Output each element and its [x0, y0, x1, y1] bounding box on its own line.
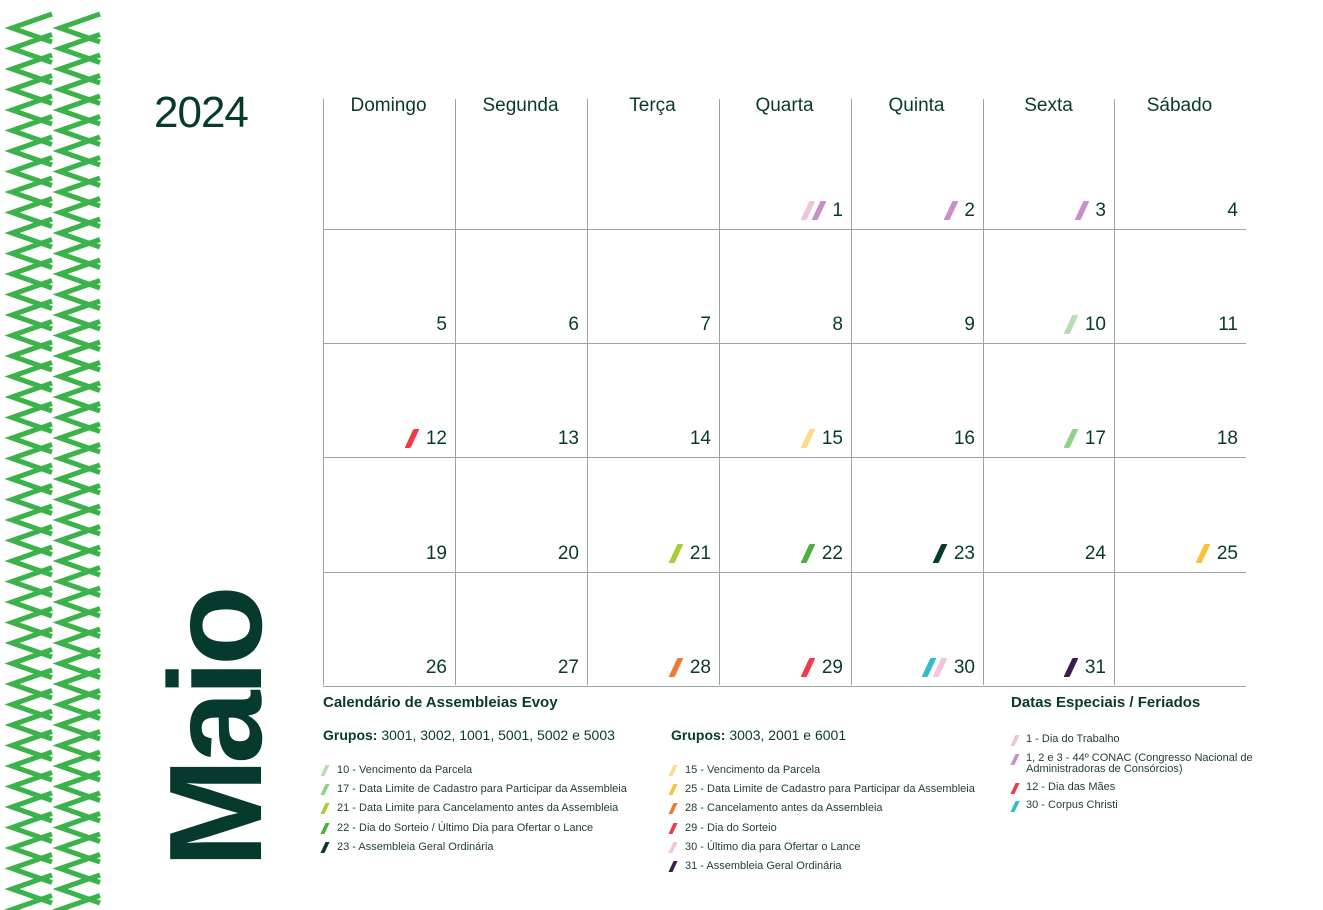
- column-divider: [983, 99, 984, 685]
- day-number: 3: [1095, 200, 1106, 221]
- group2-value: 3003, 2001 e 6001: [729, 727, 847, 743]
- legend-color-marker: [320, 784, 329, 795]
- legend-item-text: 22 - Dia do Sorteio / Último Dia para Ofertar o Lance: [337, 821, 594, 834]
- legend-item-text: 28 - Cancelamento antes da Assembleia: [685, 802, 883, 815]
- weekday-header: Segunda: [482, 95, 559, 116]
- day-number: 20: [557, 543, 579, 564]
- column-divider: [323, 99, 324, 685]
- day-number: 7: [700, 314, 711, 335]
- legend-color-marker: [320, 803, 329, 814]
- group1-value: 3001, 3002, 1001, 5001, 5002 e 5003: [381, 727, 615, 743]
- legend-color-marker: [1010, 801, 1019, 812]
- day-number: 31: [1084, 657, 1106, 678]
- legend-color-marker: [1010, 735, 1019, 746]
- special-date-text: 30 - Corpus Christi: [1026, 799, 1118, 811]
- day-number: 2: [964, 200, 975, 221]
- legend-color-marker: [320, 765, 329, 776]
- legend-color-marker: [320, 823, 329, 834]
- row-divider: [323, 686, 1246, 687]
- legend-color-marker: [320, 842, 329, 853]
- day-number: 8: [832, 314, 843, 335]
- legend-item-text: 15 - Vencimento da Parcela: [685, 764, 821, 776]
- legend-item-text: 25 - Data Limite de Cadastro para Participar da Assembleia: [685, 783, 975, 796]
- column-divider: [455, 99, 456, 685]
- legend-item-text: 10 - Vencimento da Parcela: [337, 764, 473, 776]
- legend-item-text: 23 - Assembleia Geral Ordinária: [337, 840, 494, 853]
- legend-title: Calendário de Assembleias Evoy: [323, 694, 558, 711]
- column-divider: [851, 99, 852, 685]
- day-number: 26: [425, 657, 447, 678]
- group1-header: [323, 727, 615, 743]
- weekday-header: Domingo: [350, 95, 427, 116]
- weekday-header: Sábado: [1146, 95, 1213, 116]
- day-number: 18: [1216, 428, 1238, 449]
- column-divider: [719, 99, 720, 685]
- legend-color-marker: [668, 842, 677, 853]
- day-number: 12: [425, 428, 447, 449]
- group2-label: Grupos:: [671, 727, 726, 743]
- day-number: 17: [1084, 428, 1106, 449]
- special-dates-title: Datas Especiais / Feriados: [1011, 694, 1201, 711]
- day-number: 24: [1084, 543, 1106, 564]
- legend-item-text: 31 - Assembleia Geral Ordinária: [685, 860, 842, 872]
- legend-color-marker: [1010, 783, 1019, 794]
- day-number: 4: [1227, 200, 1238, 221]
- day-number: 16: [953, 428, 975, 449]
- special-date-text: 12 - Dia das Mães: [1026, 781, 1116, 793]
- special-date-text: 1, 2 e 3 - 44º CONAC (Congresso Nacional de Administradoras de Consórcios): [1026, 752, 1253, 775]
- day-number: 10: [1084, 314, 1106, 335]
- day-number: 25: [1216, 543, 1238, 564]
- day-number: 28: [689, 657, 711, 678]
- weekday-header: Quinta: [888, 95, 945, 116]
- special-date-text: 1 - Dia do Trabalho: [1026, 733, 1120, 745]
- day-number: 21: [689, 543, 711, 564]
- day-number: 22: [821, 543, 843, 564]
- month-title: Maio: [142, 591, 289, 868]
- row-divider: [323, 343, 1246, 344]
- calendar-grid: [323, 95, 1246, 685]
- column-divider: [1114, 99, 1115, 685]
- column-divider: [587, 99, 588, 685]
- day-number: 29: [821, 657, 843, 678]
- day-number: 30: [953, 657, 975, 678]
- legend-item-text: 30 - Último dia para Ofertar o Lance: [685, 840, 861, 853]
- day-number: 15: [821, 428, 843, 449]
- day-number: 23: [953, 543, 975, 564]
- row-divider: [323, 457, 1246, 458]
- day-number: 9: [964, 314, 975, 335]
- day-number: 14: [689, 428, 711, 449]
- group1-label: Grupos:: [323, 727, 378, 743]
- day-number: 11: [1218, 314, 1238, 335]
- decorative-zigzag-stripes: [0, 0, 110, 910]
- row-divider: [323, 572, 1246, 573]
- day-number: 5: [436, 314, 447, 335]
- legend-item-text: 17 - Data Limite de Cadastro para Participar da Assembleia: [337, 783, 627, 796]
- legend-color-marker: [668, 823, 677, 834]
- legend-item-text: 21 - Data Limite para Cancelamento antes da Assembleia: [337, 802, 619, 815]
- day-number: 6: [568, 314, 579, 335]
- day-number: 13: [557, 428, 579, 449]
- legend-color-marker: [668, 861, 677, 872]
- day-number: 1: [832, 200, 843, 221]
- day-number: 27: [557, 657, 579, 678]
- weekday-header: Quarta: [755, 95, 814, 116]
- legend-color-marker: [668, 803, 677, 814]
- day-number: 19: [425, 543, 447, 564]
- legend-color-marker: [1010, 754, 1019, 765]
- weekday-header: Terça: [629, 95, 676, 116]
- legend-color-marker: [668, 784, 677, 795]
- year-label: 2024: [154, 88, 248, 137]
- legend-color-marker: [668, 765, 677, 776]
- group2-header: [671, 727, 846, 743]
- weekday-header: Sexta: [1024, 95, 1073, 116]
- legend-item-text: 29 - Dia do Sorteio: [685, 821, 777, 834]
- row-divider: [323, 229, 1246, 230]
